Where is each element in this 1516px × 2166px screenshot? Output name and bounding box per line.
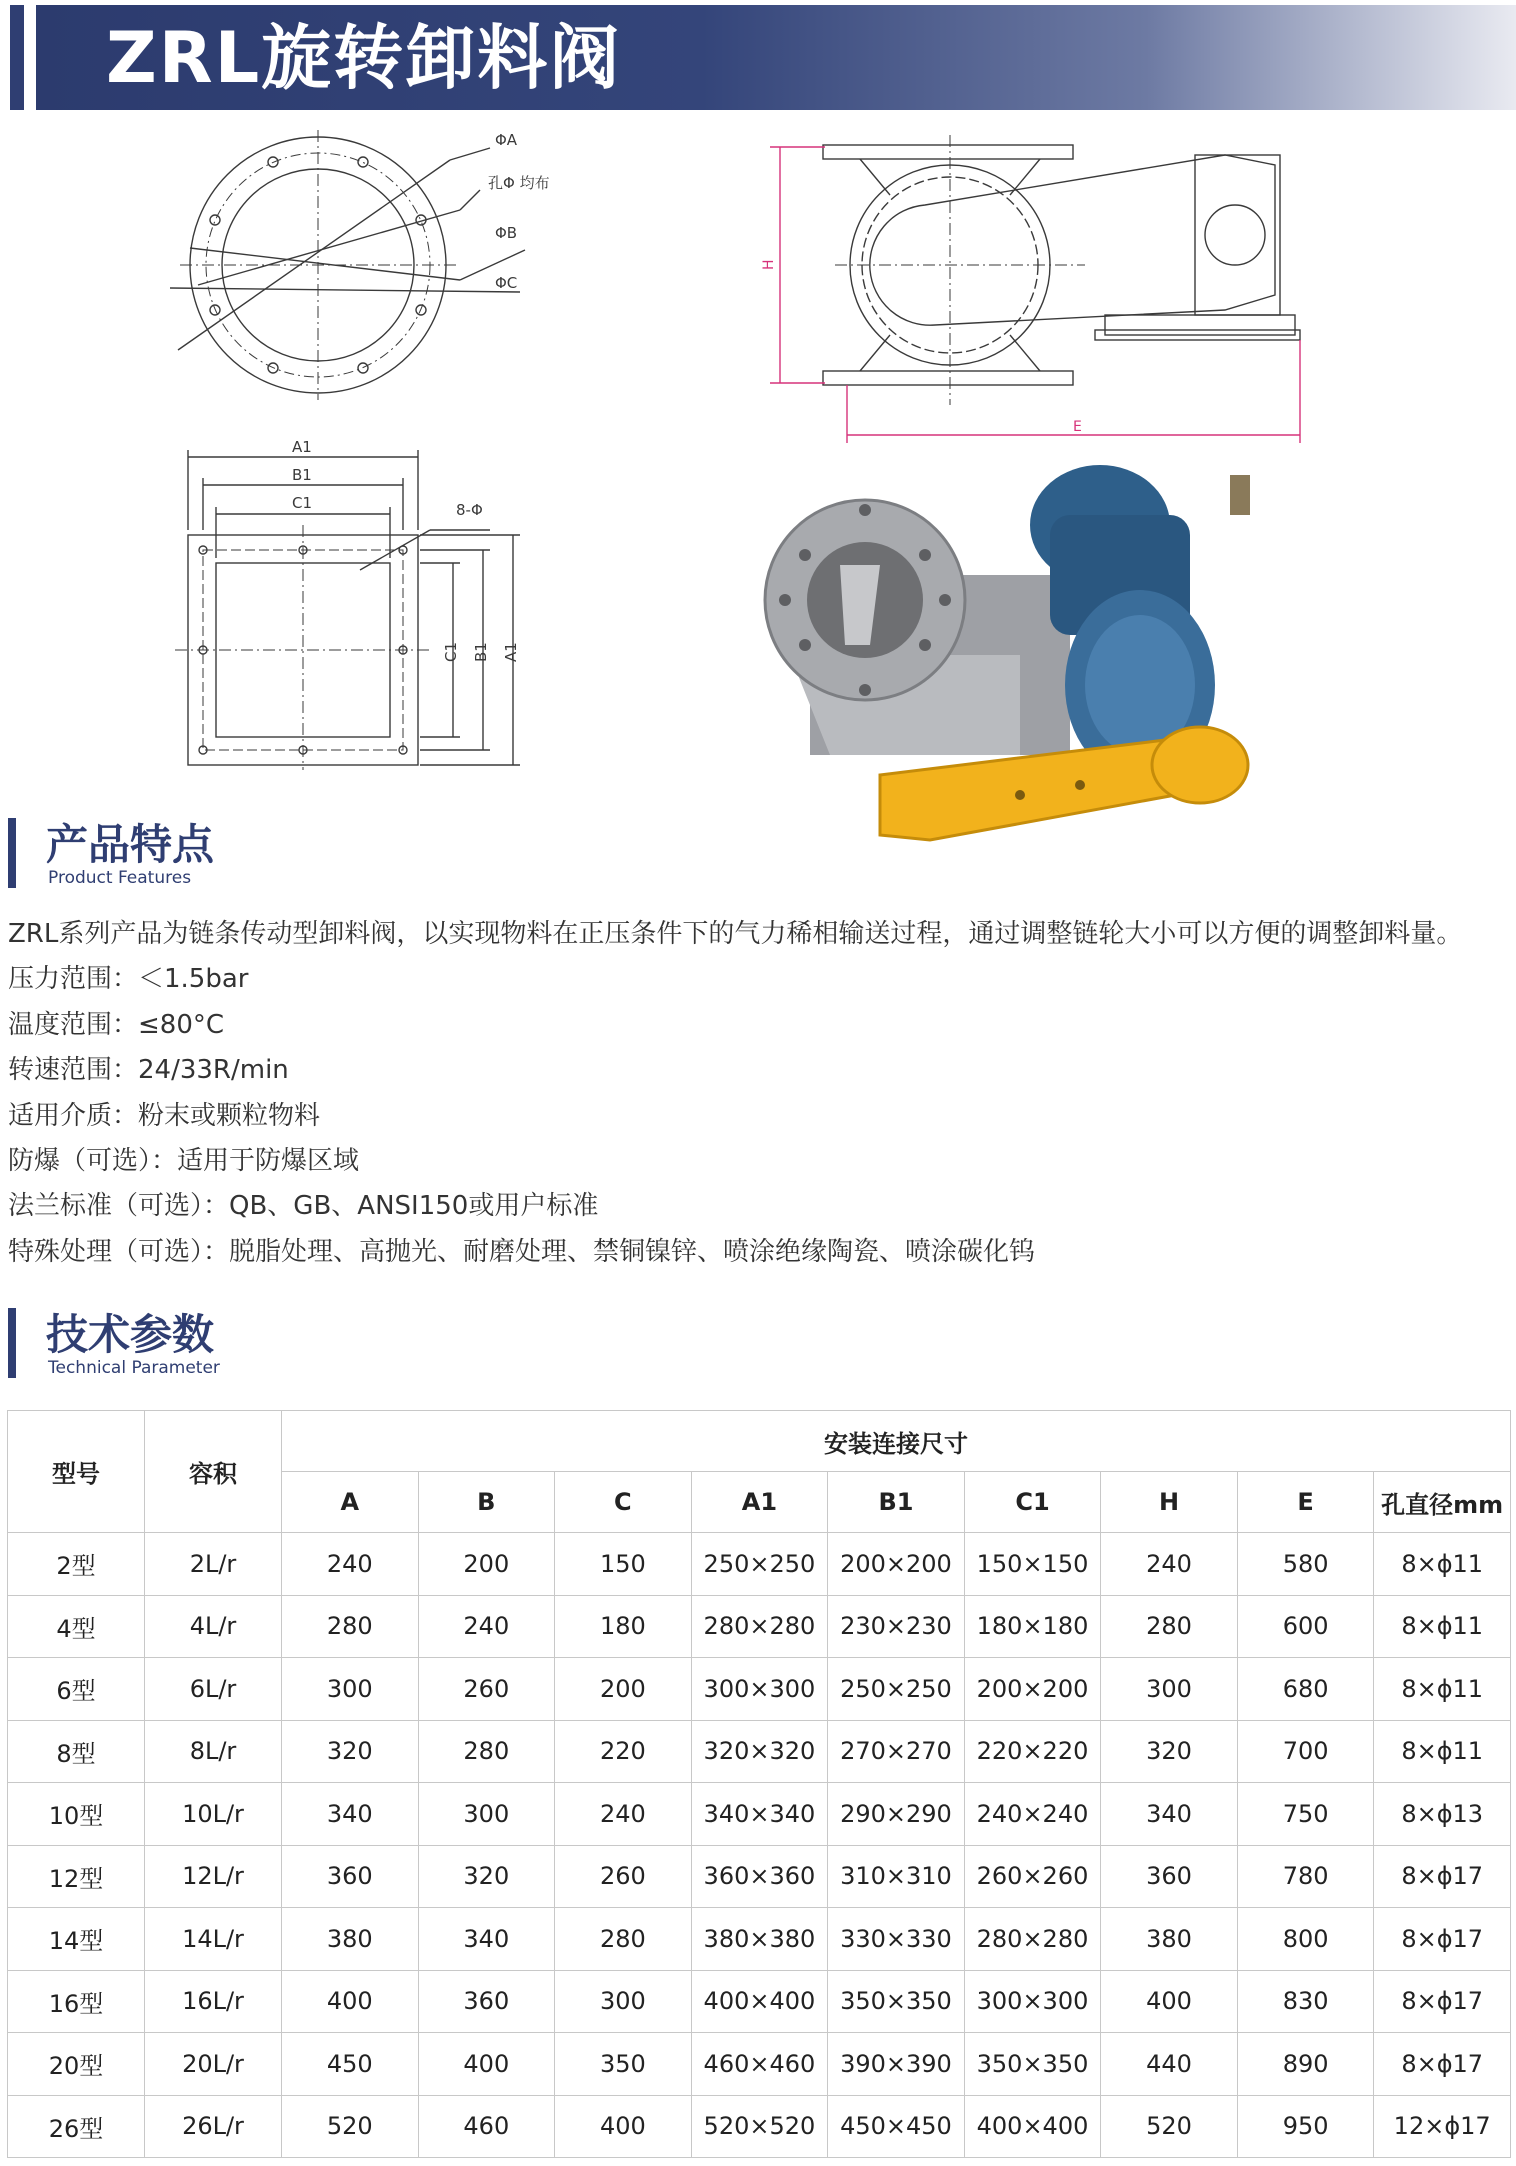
table-cell: 20L/r (145, 2033, 282, 2096)
features-list (8, 912, 1508, 1275)
table-cell: 8×ϕ13 (1374, 1783, 1511, 1846)
feature-line: 压力范围：＜1.5bar (8, 964, 249, 995)
heading-accent-bar (8, 1308, 16, 1378)
header-b: B (418, 1472, 555, 1533)
header-e: E (1237, 1472, 1374, 1533)
table-cell: 330×330 (828, 1908, 965, 1971)
table-cell: 460 (418, 2095, 555, 2158)
round-flange-drawing (160, 120, 580, 410)
table-cell: 290×290 (828, 1783, 965, 1846)
features-title: 产品特点 (46, 820, 215, 869)
table-cell: 460×460 (691, 2033, 828, 2096)
table-row (8, 1908, 1511, 1971)
table-cell: 4型 (8, 1595, 145, 1658)
table-row (8, 1845, 1511, 1908)
header-a: A (282, 1472, 419, 1533)
table-cell: 200 (418, 1533, 555, 1596)
table-cell: 300×300 (964, 1970, 1101, 2033)
table-cell: 580 (1237, 1533, 1374, 1596)
table-cell: 220 (555, 1720, 692, 1783)
header-h: H (1101, 1472, 1238, 1533)
table-cell: 360 (1101, 1845, 1238, 1908)
table-cell: 400 (1101, 1970, 1238, 2033)
label-phi-c: ΦC (495, 274, 518, 292)
table-cell: 8×ϕ17 (1374, 1970, 1511, 2033)
table-cell: 360 (282, 1845, 419, 1908)
table-cell: 390×390 (828, 2033, 965, 2096)
features-subtitle: Product Features (48, 868, 192, 888)
table-cell: 12×ϕ17 (1374, 2095, 1511, 2158)
heading-accent-bar (8, 818, 16, 888)
table-cell: 340×340 (691, 1783, 828, 1846)
header-b1: B1 (828, 1472, 965, 1533)
table-cell: 250×250 (828, 1658, 965, 1721)
label-hole: 孔Φ 均布 (488, 174, 550, 192)
table-cell: 14L/r (145, 1908, 282, 1971)
table-cell: 180×180 (964, 1595, 1101, 1658)
table-cell: 26型 (8, 2095, 145, 2158)
feature-line: 法兰标准（可选）：QB、GB、ANSI150或用户标准 (8, 1191, 599, 1222)
table-cell: 380 (282, 1908, 419, 1971)
label-phi-a: ΦA (495, 131, 518, 149)
label-c1-vertical: C1 (442, 641, 460, 662)
label-b1: B1 (292, 466, 312, 484)
banner-accent-bar (10, 5, 24, 110)
header-volume: 容积 (145, 1411, 282, 1533)
table-cell: 520 (282, 2095, 419, 2158)
table-cell: 8×ϕ17 (1374, 1845, 1511, 1908)
table-cell: 280×280 (691, 1595, 828, 1658)
table-cell: 320 (1101, 1720, 1238, 1783)
table-cell: 300 (555, 1970, 692, 2033)
table-cell: 2型 (8, 1533, 145, 1596)
table-cell: 260 (418, 1658, 555, 1721)
table-cell: 240×240 (964, 1783, 1101, 1846)
table-cell: 280×280 (964, 1908, 1101, 1971)
table-body (8, 1533, 1511, 2158)
table-cell: 8×ϕ17 (1374, 2033, 1511, 2096)
table-cell: 950 (1237, 2095, 1374, 2158)
table-cell: 400 (418, 2033, 555, 2096)
table-cell: 300 (282, 1658, 419, 1721)
header-hole-diameter: 孔直径mm (1374, 1472, 1511, 1533)
table-cell: 240 (282, 1533, 419, 1596)
table-cell: 260 (555, 1845, 692, 1908)
table-cell: 280 (282, 1595, 419, 1658)
table-cell: 240 (555, 1783, 692, 1846)
table-cell: 230×230 (828, 1595, 965, 1658)
table-cell: 800 (1237, 1908, 1374, 1971)
table-cell: 600 (1237, 1595, 1374, 1658)
table-cell: 8×ϕ11 (1374, 1533, 1511, 1596)
table-cell: 8×ϕ17 (1374, 1908, 1511, 1971)
table-cell: 680 (1237, 1658, 1374, 1721)
table-cell: 200 (555, 1658, 692, 1721)
table-cell: 240 (1101, 1533, 1238, 1596)
table-cell: 8L/r (145, 1720, 282, 1783)
table-cell: 280 (555, 1908, 692, 1971)
square-flange-drawing (170, 430, 540, 770)
header-a1: A1 (691, 1472, 828, 1533)
side-view-drawing (755, 135, 1315, 445)
table-cell: 6L/r (145, 1658, 282, 1721)
table-cell: 14型 (8, 1908, 145, 1971)
feature-line: 特殊处理（可选）：脱脂处理、高抛光、耐磨处理、禁铜镍锌、喷涂绝缘陶瓷、喷涂碳化钨 (8, 1236, 1036, 1267)
table-cell: 520 (1101, 2095, 1238, 2158)
table-cell: 780 (1237, 1845, 1374, 1908)
table-row (8, 2095, 1511, 2158)
table-cell: 340 (282, 1783, 419, 1846)
label-e: E (1073, 419, 1082, 435)
label-h: H (761, 259, 777, 270)
table-cell: 350 (555, 2033, 692, 2096)
table-cell: 350×350 (828, 1970, 965, 2033)
table-cell: 8×ϕ11 (1374, 1720, 1511, 1783)
table-cell: 12型 (8, 1845, 145, 1908)
table-cell: 260×260 (964, 1845, 1101, 1908)
table-cell: 200×200 (828, 1533, 965, 1596)
table-cell: 380 (1101, 1908, 1238, 1971)
table-cell: 280 (418, 1720, 555, 1783)
table-cell: 8型 (8, 1720, 145, 1783)
table-cell: 320 (282, 1720, 419, 1783)
table-cell: 16L/r (145, 1970, 282, 2033)
feature-line: 防爆（可选）：适用于防爆区域 (8, 1146, 360, 1177)
table-cell: 830 (1237, 1970, 1374, 2033)
feature-line: 温度范围：≤80°C (8, 1009, 225, 1040)
table-cell: 240 (418, 1595, 555, 1658)
table-cell: 220×220 (964, 1720, 1101, 1783)
table-cell: 12L/r (145, 1845, 282, 1908)
table-cell: 150 (555, 1533, 692, 1596)
table-cell: 400 (282, 1970, 419, 2033)
table-cell: 400×400 (691, 1970, 828, 2033)
table-cell: 300×300 (691, 1658, 828, 1721)
table-cell: 280 (1101, 1595, 1238, 1658)
feature-line: ZRL系列产品为链条传动型卸料阀，以实现物料在正压条件下的气力稀相输送过程，通过调整链轮大小可以方便的调整卸料量。 (8, 919, 1463, 949)
table-cell: 450 (282, 2033, 419, 2096)
table-cell: 360×360 (691, 1845, 828, 1908)
page-title: ZRL旋转卸料阀 (106, 17, 622, 99)
table-row (8, 1783, 1511, 1846)
table-cell: 750 (1237, 1783, 1374, 1846)
table-cell: 380×380 (691, 1908, 828, 1971)
table-cell: 320×320 (691, 1720, 828, 1783)
table-cell: 300 (418, 1783, 555, 1846)
table-cell: 8×ϕ11 (1374, 1595, 1511, 1658)
spec-table (7, 1410, 1511, 2158)
label-c1: C1 (292, 494, 313, 512)
header-model: 型号 (8, 1411, 145, 1533)
table-cell: 340 (1101, 1783, 1238, 1846)
label-b1-vertical: B1 (472, 642, 490, 662)
label-phi-b: ΦB (495, 224, 518, 242)
header-c1: C1 (964, 1472, 1101, 1533)
table-cell: 10型 (8, 1783, 145, 1846)
table-cell: 200×200 (964, 1658, 1101, 1721)
table-cell: 8×ϕ11 (1374, 1658, 1511, 1721)
table-cell: 400×400 (964, 2095, 1101, 2158)
table-cell: 700 (1237, 1720, 1374, 1783)
table-row (8, 1533, 1511, 1596)
table-cell: 6型 (8, 1658, 145, 1721)
table-cell: 10L/r (145, 1783, 282, 1846)
table-row (8, 1720, 1511, 1783)
label-a1-vertical: A1 (502, 642, 520, 662)
params-title: 技术参数 (46, 1310, 215, 1359)
table-cell: 180 (555, 1595, 692, 1658)
table-cell: 20型 (8, 2033, 145, 2096)
table-cell: 360 (418, 1970, 555, 2033)
table-cell: 450×450 (828, 2095, 965, 2158)
table-cell: 310×310 (828, 1845, 965, 1908)
feature-line: 适用介质：粉末或颗粒物料 (8, 1100, 321, 1131)
table-cell: 270×270 (828, 1720, 965, 1783)
title-banner (10, 5, 1516, 110)
header-group: 安装连接尺寸 (282, 1411, 1511, 1472)
table-cell: 250×250 (691, 1533, 828, 1596)
label-holes: 8-Φ (456, 501, 483, 519)
table-cell: 150×150 (964, 1533, 1101, 1596)
table-cell: 520×520 (691, 2095, 828, 2158)
table-cell: 26L/r (145, 2095, 282, 2158)
table-row (8, 2033, 1511, 2096)
table-row (8, 1970, 1511, 2033)
table-row (8, 1658, 1511, 1721)
table-cell: 890 (1237, 2033, 1374, 2096)
header-c: C (555, 1472, 692, 1533)
params-subtitle: Technical Parameter (48, 1358, 220, 1378)
table-cell: 440 (1101, 2033, 1238, 2096)
table-cell: 340 (418, 1908, 555, 1971)
feature-line: 转速范围：24/33R/min (8, 1055, 289, 1086)
table-cell: 2L/r (145, 1533, 282, 1596)
table-cell: 16型 (8, 1970, 145, 2033)
label-a1: A1 (292, 438, 312, 456)
table-row (8, 1595, 1511, 1658)
table-cell: 320 (418, 1845, 555, 1908)
product-photo (760, 455, 1320, 870)
table-cell: 300 (1101, 1658, 1238, 1721)
table-cell: 400 (555, 2095, 692, 2158)
table-cell: 4L/r (145, 1595, 282, 1658)
table-cell: 350×350 (964, 2033, 1101, 2096)
